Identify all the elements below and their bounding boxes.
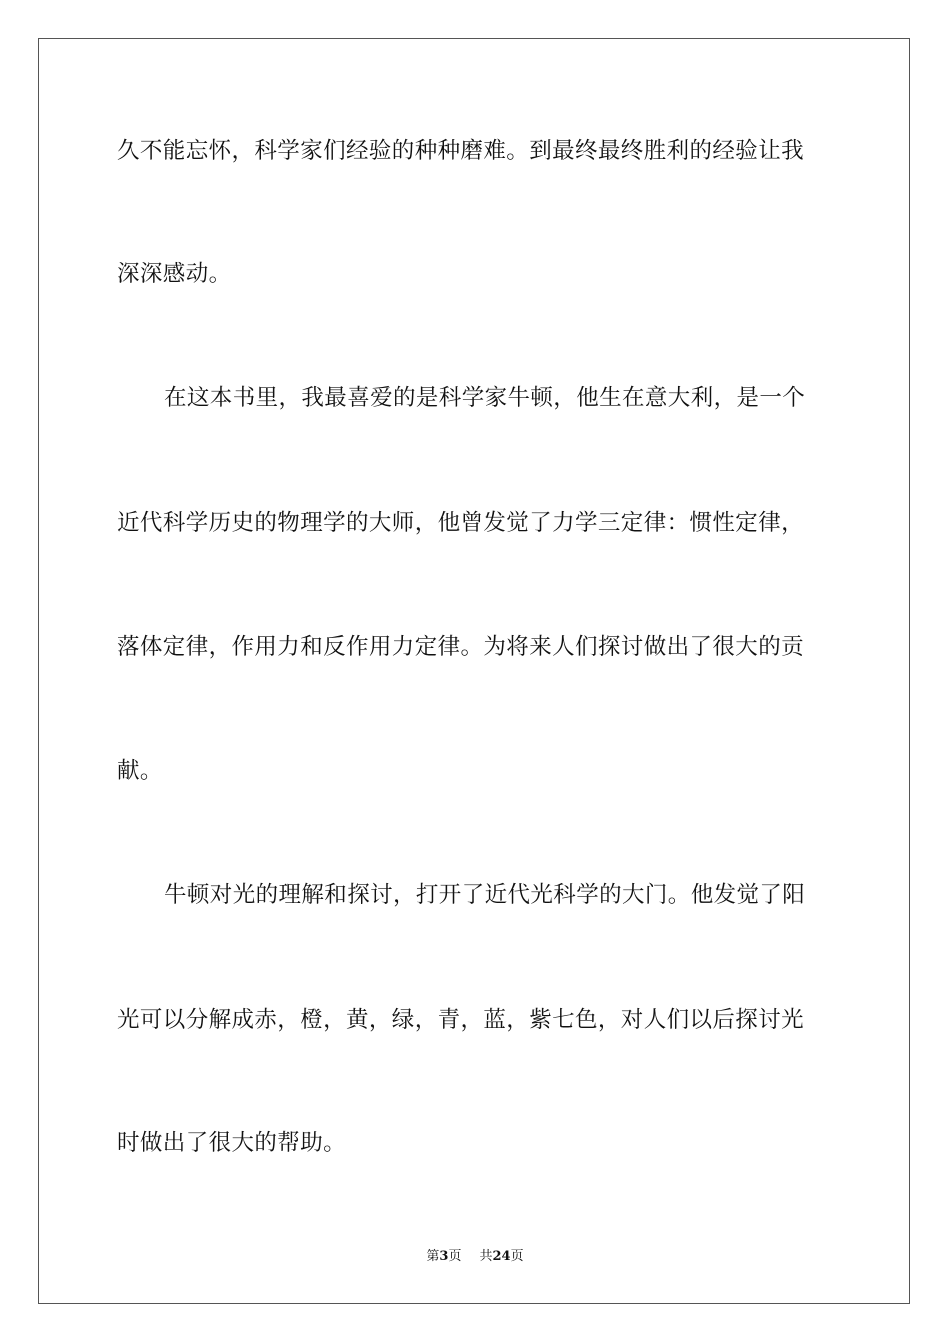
text-line-8: 光可以分解成赤，橙，黄，绿，青，蓝，紫七色，对人们以后探讨光 bbox=[117, 1007, 805, 1033]
text-line-9: 时做出了很大的帮助。 bbox=[117, 1130, 347, 1156]
text-line-4: 近代科学历史的物理学的大师，他曾发觉了力学三定律：惯性定律， bbox=[117, 510, 805, 536]
total-suffix: 页 bbox=[510, 1249, 524, 1264]
text-line-2: 深深感动。 bbox=[117, 261, 232, 287]
page-number: 3 bbox=[439, 1249, 449, 1264]
total-prefix: 共 bbox=[479, 1249, 493, 1264]
text-line-6: 献。 bbox=[117, 758, 163, 784]
total-pages: 24 bbox=[492, 1249, 511, 1264]
page-border bbox=[38, 38, 910, 1304]
page-footer bbox=[0, 1248, 950, 1266]
text-line-7: 牛顿对光的理解和探讨，打开了近代光科学的大门。他发觉了阳 bbox=[164, 882, 806, 908]
page-suffix: 页 bbox=[448, 1249, 462, 1264]
text-line-3: 在这本书里，我最喜爱的是科学家牛顿，他生在意大利，是一个 bbox=[164, 385, 806, 411]
text-line-5: 落体定律，作用力和反作用力定律。为将来人们探讨做出了很大的贡 bbox=[117, 634, 805, 660]
page-prefix: 第 bbox=[426, 1249, 440, 1264]
text-line-1: 久不能忘怀，科学家们经验的种种磨难。到最终最终胜利的经验让我 bbox=[117, 138, 805, 164]
